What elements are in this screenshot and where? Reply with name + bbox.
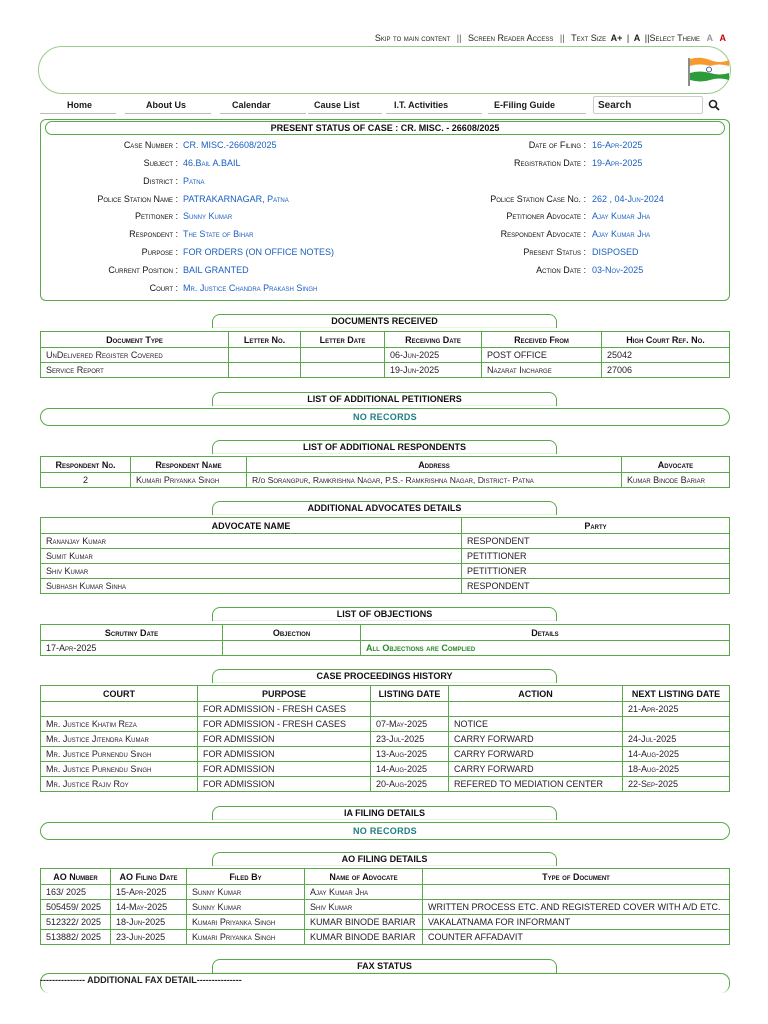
proceedings-history-title: CASE PROCEEDINGS HISTORY: [212, 669, 557, 683]
court-cell: Mr. Justice Purnendu Singh: [41, 747, 198, 762]
ao-filing-date-cell: 14-May-2025: [111, 900, 187, 915]
documents-received-title: DOCUMENTS RECEIVED: [212, 314, 557, 328]
objection-cell: [223, 641, 361, 656]
ao-filing-date-cell: 15-Apr-2025: [111, 885, 187, 900]
current-position-value: BAIL GRANTED: [183, 265, 249, 275]
select-theme-label: ||Select Theme: [644, 33, 700, 43]
receiving-date-cell: 19-Jun-2025: [385, 363, 482, 378]
col-respondent-no: Respondent No.: [41, 457, 131, 473]
col-next-listing-date: NEXT LISTING DATE: [623, 686, 730, 702]
district-label: District :: [143, 176, 178, 186]
col-advocate-name: ADVOCATE NAME: [41, 518, 462, 534]
letter-no-cell: [229, 363, 301, 378]
document-type-cell: WRITTEN PROCESS ETC. AND REGISTERED COVER WITH A/D ETC.: [423, 900, 730, 915]
table-row: [41, 473, 730, 488]
ao-filing-table: [40, 868, 730, 945]
advocate-name-cell: Shiv Kumar: [41, 564, 462, 579]
proceedings-table: [40, 685, 730, 792]
col-listing-date: LISTING DATE: [371, 686, 449, 702]
table-row: [41, 747, 730, 762]
court-cell: [41, 702, 198, 717]
additional-respondents-title: LIST OF ADDITIONAL RESPONDENTS: [212, 440, 557, 454]
next-listing-date-cell: 18-Aug-2025: [623, 762, 730, 777]
nav-efiling-guide[interactable]: E-Filing Guide: [494, 100, 555, 110]
main-navigation: [40, 96, 730, 116]
screen-reader-link[interactable]: Screen Reader Access: [468, 33, 554, 43]
court-cell: Mr. Justice Jitendra Kumar: [41, 732, 198, 747]
text-size-normal-button[interactable]: A: [633, 33, 641, 43]
additional-fax-detail: --------------- ADDITIONAL FAX DETAIL---------------: [40, 975, 242, 985]
registration-date-label: Registration Date :: [514, 158, 586, 168]
col-advocate: Advocate: [622, 457, 730, 473]
col-filed-by: Filed By: [187, 869, 305, 885]
ao-filing-date-cell: 18-Jun-2025: [111, 915, 187, 930]
india-flag-icon: [686, 56, 730, 86]
col-address: Address: [247, 457, 622, 473]
address-cell: R/o Sorangpur, Ramkrishna Nagar, P.S.- Ramkrishna Nagar, District- Patna: [247, 473, 622, 488]
purpose-label: Purpose :: [141, 247, 178, 257]
documents-table: [40, 331, 730, 378]
table-row: [41, 348, 730, 363]
next-listing-date-cell: 21-Apr-2025: [623, 702, 730, 717]
col-ao-filing-date: AO Filing Date: [111, 869, 187, 885]
next-listing-date-cell: 22-Sep-2025: [623, 777, 730, 792]
theme-light-button[interactable]: A: [706, 33, 713, 43]
purpose-cell: FOR ADMISSION: [198, 747, 371, 762]
advocate-name-cell: Subhash Kumar Sinha: [41, 579, 462, 594]
purpose-cell: FOR ADMISSION - FRESH CASES: [198, 702, 371, 717]
advocate-name-cell: Sumit Kumar: [41, 549, 462, 564]
header-banner: [38, 46, 731, 94]
ao-number-cell: 513882/ 2025: [41, 930, 111, 945]
table-row: [41, 885, 730, 900]
registration-date-value: 19-Apr-2025: [592, 158, 643, 168]
col-party: Party: [462, 518, 730, 534]
action-cell: REFERED TO MEDIATION CENTER: [449, 777, 623, 792]
subject-label: Subject :: [143, 158, 178, 168]
table-row: [41, 762, 730, 777]
table-row: [41, 363, 730, 378]
present-status-label: Present Status :: [523, 247, 586, 257]
next-listing-date-cell: [623, 717, 730, 732]
table-row: [41, 717, 730, 732]
police-station-value: PATRAKARNAGAR, Patna: [183, 194, 289, 204]
document-type-cell: VAKALATNAMA FOR INFORMANT: [423, 915, 730, 930]
listing-date-cell: 14-Aug-2025: [371, 762, 449, 777]
action-cell: NOTICE: [449, 717, 623, 732]
separator: ||: [559, 33, 565, 43]
filed-by-cell: Kumari Priyanka Singh: [187, 930, 305, 945]
petitioner-value: Sunny Kumar: [183, 211, 233, 221]
present-status-value: DISPOSED: [592, 247, 639, 257]
party-cell: PETITTIONER: [462, 549, 730, 564]
court-cell: Mr. Justice Rajiv Roy: [41, 777, 198, 792]
purpose-cell: FOR ADMISSION - FRESH CASES: [198, 717, 371, 732]
table-row: [41, 900, 730, 915]
text-size-label: Text Size: [571, 33, 607, 43]
respondent-value: The State of Bihar: [183, 229, 254, 239]
case-number-label: Case Number :: [123, 140, 178, 150]
table-row: [41, 702, 730, 717]
col-advocate-name: Name of Advocate: [305, 869, 423, 885]
col-document-type: Document Type: [41, 332, 229, 348]
skip-to-main-link[interactable]: Skip to main content: [374, 33, 451, 43]
table-row: [41, 534, 730, 549]
action-cell: [449, 702, 623, 717]
col-details: Details: [361, 625, 730, 641]
col-purpose: PURPOSE: [198, 686, 371, 702]
ps-case-no-value: 262 , 04-Jun-2024: [592, 194, 664, 204]
table-row: [41, 777, 730, 792]
district-value: Patna: [183, 176, 205, 186]
listing-date-cell: 20-Aug-2025: [371, 777, 449, 792]
ps-case-no-label: Police Station Case No. :: [490, 194, 586, 204]
advocate-name-cell: KUMAR BINODE BARIAR: [305, 930, 423, 945]
col-received-from: Received From: [482, 332, 602, 348]
received-from-cell: POST OFFICE: [482, 348, 602, 363]
purpose-cell: FOR ADMISSION: [198, 762, 371, 777]
filed-by-cell: Sunny Kumar: [187, 900, 305, 915]
advocates-table: [40, 517, 730, 594]
listing-date-cell: [371, 702, 449, 717]
table-row: [41, 579, 730, 594]
purpose-value: FOR ORDERS (ON OFFICE NOTES): [183, 247, 335, 257]
listing-date-cell: 13-Aug-2025: [371, 747, 449, 762]
ao-filing-date-cell: 23-Jun-2025: [111, 930, 187, 945]
subject-value: 46.Bail A.BAIL: [183, 158, 241, 168]
col-objection: Objection: [223, 625, 361, 641]
case-status-title: PRESENT STATUS OF CASE : CR. MISC. - 26608/2025: [45, 121, 725, 135]
purpose-cell: FOR ADMISSION: [198, 732, 371, 747]
nav-cause-list[interactable]: Cause List: [314, 100, 360, 110]
table-row: [41, 732, 730, 747]
document-type-cell: [423, 885, 730, 900]
ao-number-cell: 163/ 2025: [41, 885, 111, 900]
details-cell: All Objections are Complied: [361, 641, 730, 656]
theme-red-button[interactable]: A: [719, 33, 726, 43]
col-document-type: Type of Document: [423, 869, 730, 885]
party-cell: PETITTIONER: [462, 564, 730, 579]
filing-date-label: Date of Filing :: [528, 140, 586, 150]
col-ao-number: AO Number: [41, 869, 111, 885]
doc-type-cell: Service Report: [41, 363, 229, 378]
respondent-no-cell: 2: [41, 473, 131, 488]
respondent-advocate-value: Ajay Kumar Jha: [592, 229, 651, 239]
no-records-text: NO RECORDS: [352, 412, 417, 422]
scrutiny-date-cell: 17-Apr-2025: [41, 641, 223, 656]
objections-title: LIST OF OBJECTIONS: [212, 607, 557, 621]
table-row: [41, 564, 730, 579]
advocate-name-cell: Rananjay Kumar: [41, 534, 462, 549]
police-station-label: Police Station Name :: [97, 194, 178, 204]
objections-table: [40, 624, 730, 656]
receiving-date-cell: 06-Jun-2025: [385, 348, 482, 363]
action-date-value: 03-Nov-2025: [592, 265, 644, 275]
col-respondent-name: Respondent Name: [131, 457, 247, 473]
col-scrutiny-date: Scrutiny Date: [41, 625, 223, 641]
advocate-name-cell: KUMAR BINODE BARIAR: [305, 915, 423, 930]
current-position-label: Current Position :: [108, 265, 178, 275]
next-listing-date-cell: 14-Aug-2025: [623, 747, 730, 762]
ao-number-cell: 505459/ 2025: [41, 900, 111, 915]
separator: ||: [456, 33, 462, 43]
col-action: ACTION: [449, 686, 623, 702]
col-letter-date: Letter Date: [301, 332, 385, 348]
advocate-cell: Kumar Binode Bariar: [622, 473, 730, 488]
case-number-value: CR. MISC.-26608/2025: [183, 140, 277, 150]
filing-date-value: 16-Apr-2025: [592, 140, 643, 150]
col-receiving-date: Receiving Date: [385, 332, 482, 348]
table-row: [41, 549, 730, 564]
additional-advocates-title: ADDITIONAL ADVOCATES DETAILS: [212, 501, 557, 515]
ref-no-cell: 25042: [602, 348, 730, 363]
no-records-text: NO RECORDS: [352, 826, 417, 836]
petitioner-label: Petitioner :: [134, 211, 178, 221]
table-row: [41, 641, 730, 656]
col-court: COURT: [41, 686, 198, 702]
document-type-cell: COUNTER AFFADAVIT: [423, 930, 730, 945]
ref-no-cell: 27006: [602, 363, 730, 378]
additional-petitioners-title: LIST OF ADDITIONAL PETITIONERS: [212, 392, 557, 406]
court-cell: Mr. Justice Khatim Reza: [41, 717, 198, 732]
letter-date-cell: [301, 348, 385, 363]
doc-type-cell: UnDelivered Register Covered: [41, 348, 229, 363]
search-icon[interactable]: [708, 99, 720, 111]
search-input[interactable]: Search: [593, 96, 703, 114]
ao-number-cell: 512322/ 2025: [41, 915, 111, 930]
table-row: [41, 915, 730, 930]
received-from-cell: Nazarat Incharge: [482, 363, 602, 378]
respondent-label: Respondent :: [129, 229, 178, 239]
party-cell: RESPONDENT: [462, 579, 730, 594]
advocate-name-cell: Ajay Kumar Jha: [305, 885, 423, 900]
action-date-label: Action Date :: [536, 265, 586, 275]
nav-calendar[interactable]: Calendar: [232, 100, 271, 110]
accessibility-bar: [373, 33, 728, 43]
petitioner-advocate-value: Ajay Kumar Jha: [592, 211, 651, 221]
filed-by-cell: Kumari Priyanka Singh: [187, 915, 305, 930]
col-high-court-ref: High Court Ref. No.: [602, 332, 730, 348]
petitioner-advocate-label: Petitioner Advocate :: [506, 211, 586, 221]
purpose-cell: FOR ADMISSION: [198, 777, 371, 792]
col-letter-no: Letter No.: [229, 332, 301, 348]
listing-date-cell: 07-May-2025: [371, 717, 449, 732]
listing-date-cell: 23-Jul-2025: [371, 732, 449, 747]
letter-no-cell: [229, 348, 301, 363]
court-value: Mr. Justice Chandra Prakash Singh: [183, 283, 318, 293]
separator: |: [626, 33, 630, 43]
filed-by-cell: Sunny Kumar: [187, 885, 305, 900]
respondent-name-cell: Kumari Priyanka Singh: [131, 473, 247, 488]
next-listing-date-cell: 24-Jul-2025: [623, 732, 730, 747]
action-cell: CARRY FORWARD: [449, 762, 623, 777]
nav-home[interactable]: Home: [67, 100, 93, 110]
court-cell: Mr. Justice Purnendu Singh: [41, 762, 198, 777]
court-label: Court :: [149, 283, 178, 293]
table-row: [41, 930, 730, 945]
nav-about-us[interactable]: About Us: [146, 100, 186, 110]
advocate-name-cell: Shiv Kumar: [305, 900, 423, 915]
ao-filing-title: AO FILING DETAILS: [212, 852, 557, 866]
action-cell: CARRY FORWARD: [449, 732, 623, 747]
respondents-table: [40, 456, 730, 488]
ia-filing-title: IA FILING DETAILS: [212, 806, 557, 820]
text-size-increase-button[interactable]: A+: [610, 33, 623, 43]
action-cell: CARRY FORWARD: [449, 747, 623, 762]
respondent-advocate-label: Respondent Advocate :: [500, 229, 586, 239]
fax-status-title: FAX STATUS: [212, 959, 557, 973]
nav-it-activities[interactable]: I.T. Activities: [394, 100, 449, 110]
letter-date-cell: [301, 363, 385, 378]
party-cell: RESPONDENT: [462, 534, 730, 549]
